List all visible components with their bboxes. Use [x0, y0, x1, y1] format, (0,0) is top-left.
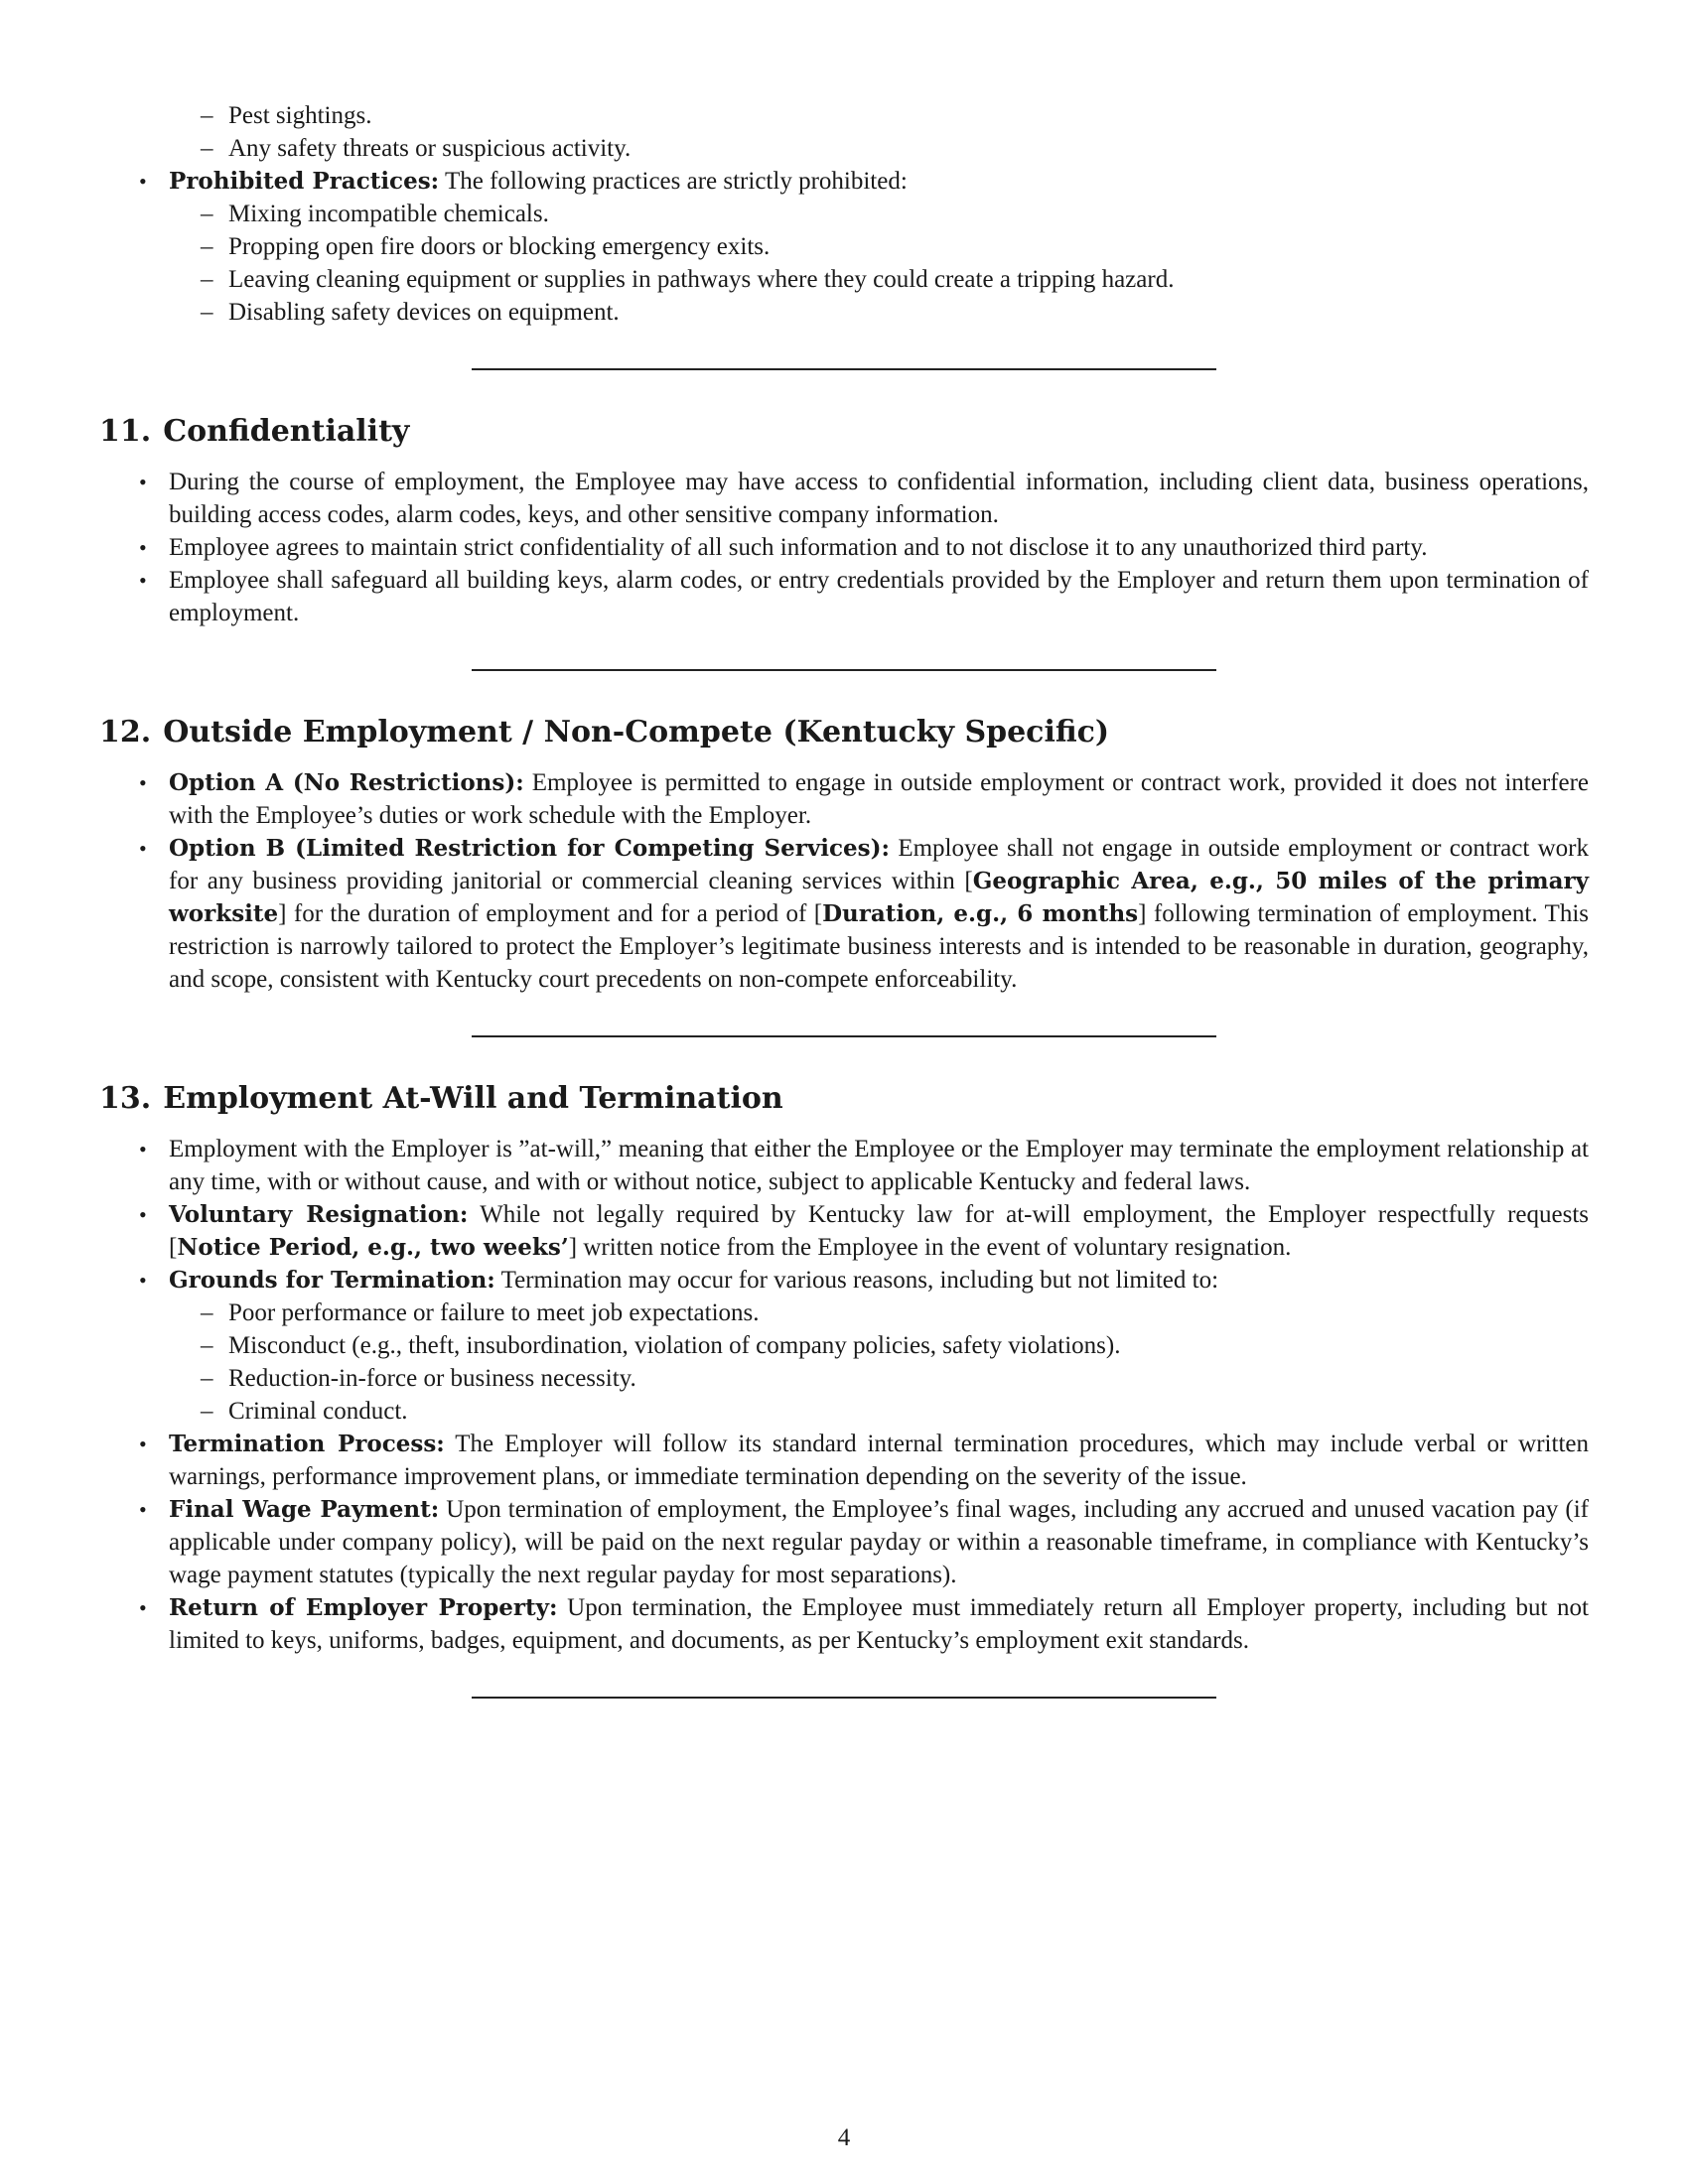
- section-13-list: [99, 1133, 1589, 1657]
- property-item: [99, 1591, 1589, 1657]
- option-b-text-2: ] for the duration of employment and for a period of [: [278, 900, 823, 927]
- list-item: – Any safety threats or suspicious activity.: [169, 132, 1589, 165]
- section-11-heading: [99, 412, 1589, 452]
- list-item: – Poor performance or failure to meet job expectations.: [169, 1297, 1589, 1329]
- option-a-label: Option A (No Restrictions):: [169, 769, 524, 796]
- list-item: – Criminal conduct.: [169, 1395, 1589, 1428]
- section-number: 11.: [99, 414, 152, 449]
- list-item: – Propping open fire doors or blocking emergency exits.: [169, 230, 1589, 263]
- section-12-heading: [99, 713, 1589, 752]
- notice-period-placeholder: Notice Period, e.g., two weeks’: [177, 1234, 569, 1261]
- section-12-list: [99, 766, 1589, 996]
- option-b-text-1: Employee shall not engage in outside employment or contract work for any business providing janitorial or commercial cleaning services within [: [169, 835, 1589, 894]
- geographic-area-placeholder: Geographic Area, e.g., 50 miles of the primary worksite: [169, 868, 1589, 927]
- resignation-text-2: ] written notice from the Employee in the event of voluntary resignation.: [568, 1234, 1292, 1261]
- section-13-heading: [99, 1079, 1589, 1119]
- list-item: – Leaving cleaning equipment or supplies in pathways where they could create a tripping hazard.: [169, 263, 1589, 296]
- process-item: [99, 1428, 1589, 1493]
- option-b-item: [99, 832, 1589, 996]
- resignation-label: Voluntary Resignation:: [169, 1201, 469, 1228]
- list-item: – Misconduct (e.g., theft, insubordination, violation of company policies, safety violations).: [169, 1329, 1589, 1362]
- prohibited-practices-item: [99, 165, 1589, 329]
- section-number: 12.: [99, 715, 152, 750]
- prohibited-subitems: [99, 198, 1589, 329]
- prohibited-intro: The following practices are strictly prohibited:: [444, 168, 908, 195]
- section-divider: [472, 1035, 1216, 1037]
- list-item: • During the course of employment, the Employee may have access to confidential information, including client data, business operations, building access codes, alarm codes, keys, and other sensitive company information.: [99, 466, 1589, 531]
- list-item: – Reduction-in-force or business necessity.: [169, 1362, 1589, 1395]
- section-divider: [472, 368, 1216, 370]
- final-wage-item: [99, 1493, 1589, 1591]
- option-a-item: [99, 766, 1589, 832]
- section-title: Outside Employment / Non-Compete (Kentucky Specific): [163, 715, 1110, 750]
- section-11-list: [99, 466, 1589, 629]
- at-will-item: • Employment with the Employer is ”at-will,” meaning that either the Employee or the Employer may terminate the employment relationship at any time, with or without cause, and with or without notice, subject to applicable Kentucky and federal laws.: [99, 1133, 1589, 1198]
- process-text: The Employer will follow its standard internal termination procedures, which may include verbal or written warnings, performance improvement plans, or immediate termination depending on the severity of the issue.: [169, 1431, 1589, 1490]
- list-item: • Employee shall safeguard all building keys, alarm codes, or entry credentials provided by the Employer and return them upon termination of employment.: [99, 564, 1589, 629]
- process-label: Termination Process:: [169, 1431, 445, 1457]
- list-item: • Employee agrees to maintain strict confidentiality of all such information and to not disclose it to any unauthorized third party.: [99, 531, 1589, 564]
- section-number: 13.: [99, 1081, 152, 1116]
- grounds-label: Grounds for Termination:: [169, 1267, 495, 1294]
- continuation-block: [99, 99, 1589, 329]
- property-label: Return of Employer Property:: [169, 1594, 558, 1621]
- list-item: – Mixing incompatible chemicals.: [169, 198, 1589, 230]
- section-divider: [472, 669, 1216, 671]
- page-content: [99, 99, 1589, 1699]
- prohibited-list: [99, 165, 1589, 329]
- reporting-items-tail: [99, 99, 1589, 165]
- prohibited-label: Prohibited Practices:: [169, 168, 440, 195]
- option-a-text: Employee is permitted to engage in outside employment or contract work, provided it does not interfere with the Employee’s duties or work schedule with the Employer.: [169, 769, 1589, 829]
- option-b-text-3: ] following termination of employment. This restriction is narrowly tailored to protect the Employer’s legitimate business interests and is intended to be reasonable in duration, geography, and scope, consistent with Kentucky court precedents on non-compete enforceability.: [169, 900, 1589, 993]
- grounds-item: [99, 1264, 1589, 1428]
- resignation-item: [99, 1198, 1589, 1264]
- list-item: – Pest sightings.: [169, 99, 1589, 132]
- duration-placeholder: Duration, e.g., 6 months: [822, 900, 1139, 927]
- page-number: 4: [837, 2124, 851, 2151]
- list-item: – Disabling safety devices on equipment.: [169, 296, 1589, 329]
- section-title: Employment At-Will and Termination: [163, 1081, 783, 1116]
- option-b-label: Option B (Limited Restriction for Competing Services):: [169, 835, 890, 862]
- final-wage-label: Final Wage Payment:: [169, 1496, 440, 1523]
- section-title: Confidentiality: [163, 414, 410, 449]
- section-divider: [472, 1697, 1216, 1699]
- grounds-subitems: [99, 1297, 1589, 1428]
- property-text: Upon termination, the Employee must immediately return all Employer property, including but not limited to keys, uniforms, badges, equipment, and documents, as per Kentucky’s employment exit standards.: [169, 1594, 1589, 1654]
- grounds-text: Termination may occur for various reasons, including but not limited to:: [500, 1267, 1219, 1294]
- final-wage-text: Upon termination of employment, the Employee’s final wages, including any accrued and unused vacation pay (if applicable under company policy), will be paid on the next regular payday or within a reasonable timeframe, in compliance with Kentucky’s wage payment statutes (typically the next regular payday for most separations).: [169, 1496, 1590, 1588]
- resignation-text-1: While not legally required by Kentucky law for at-will employment, the Employer respectfully requests [: [169, 1201, 1590, 1261]
